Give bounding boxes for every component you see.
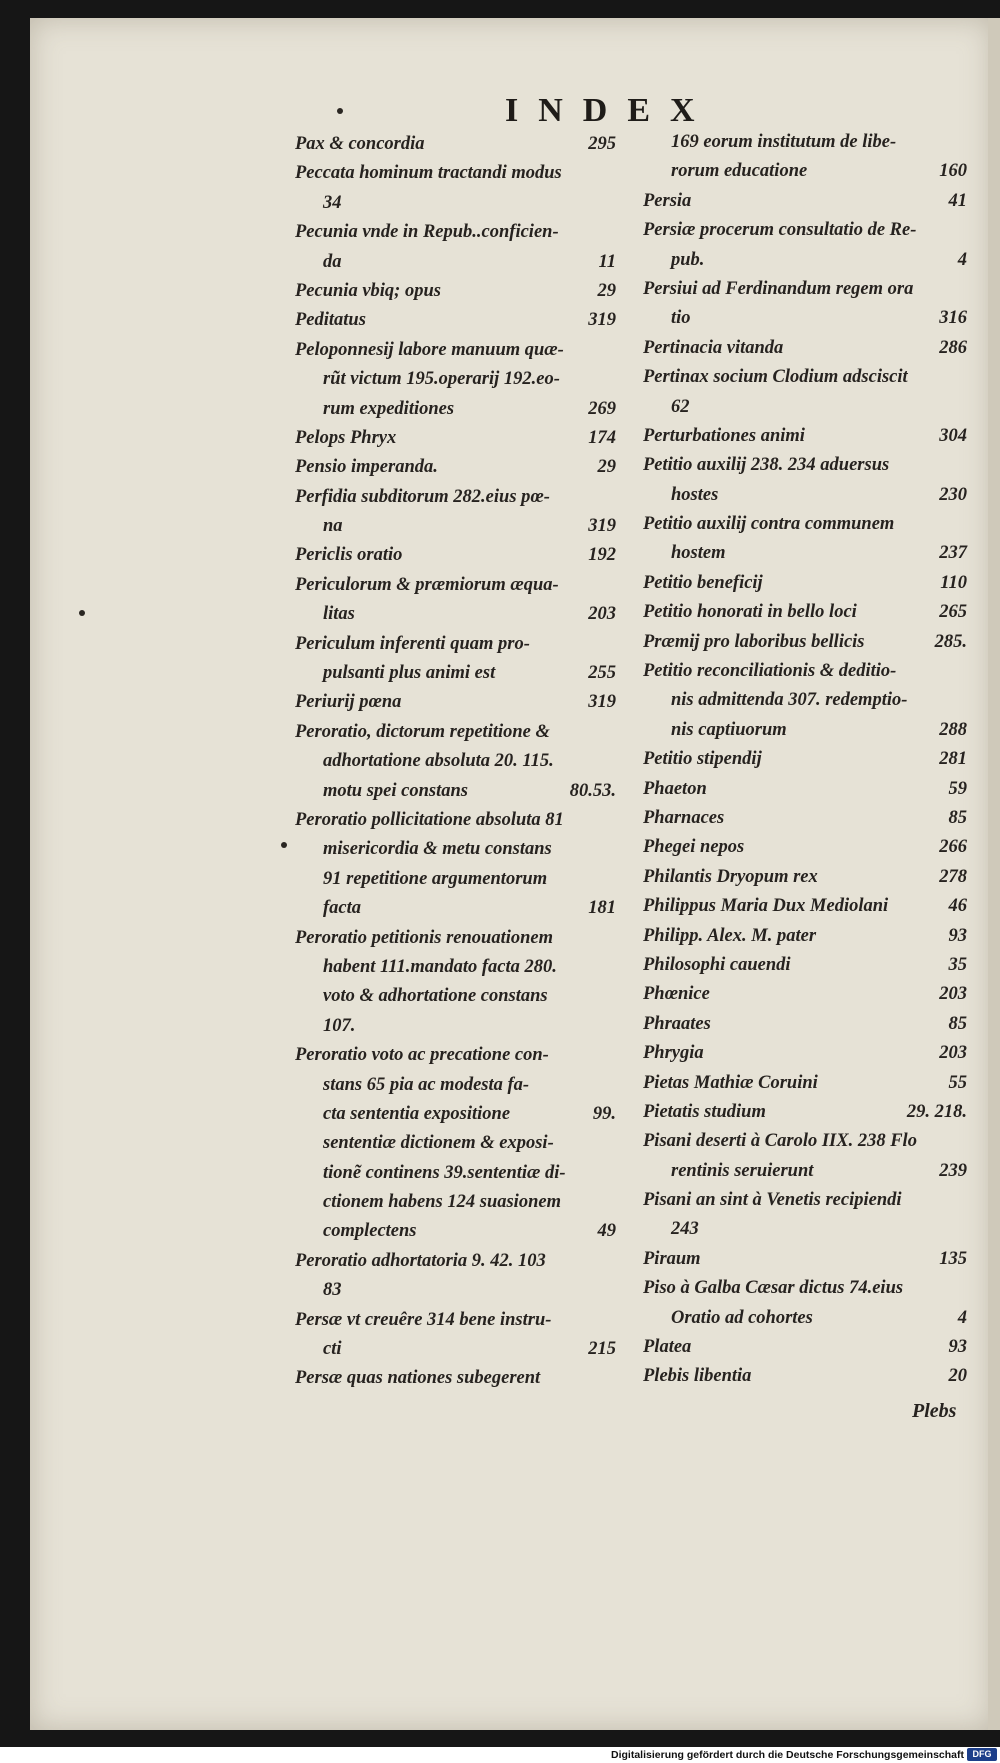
index-entry [295, 306, 620, 335]
entry-page-number: 285. [934, 631, 967, 652]
entry-text: Pharnaces [643, 807, 725, 828]
index-entry [643, 451, 971, 480]
entry-page-number: 203 [588, 604, 616, 625]
index-entry [643, 363, 971, 392]
index-entry [295, 1100, 620, 1129]
entry-text: Pertinax socium Clodium adsciscit [643, 367, 908, 388]
index-entry [643, 128, 971, 157]
index-entry [295, 659, 620, 688]
entry-page-number: 85 [948, 807, 967, 828]
entry-text: na [323, 516, 343, 537]
entry-text: da [323, 251, 342, 272]
entry-page-number: 174 [588, 427, 616, 448]
entry-page-number: 237 [939, 543, 967, 564]
entry-text: Petitio auxilij 238. 234 aduersus [643, 455, 890, 476]
entry-page-number: 203 [939, 1043, 967, 1064]
entry-text: Persæ quas nationes subegerent [295, 1368, 541, 1389]
entry-text: 107. [323, 1015, 356, 1036]
entry-text: Pietas Mathiæ Coruini [643, 1072, 818, 1093]
entry-text: adhortatione absoluta 20. 115. [323, 751, 554, 772]
index-entry [643, 275, 971, 304]
index-entry [295, 1012, 620, 1041]
dfg-logo-icon[interactable]: DFG [967, 1748, 997, 1761]
entry-text: complectens [323, 1221, 417, 1242]
entry-page-number: 55 [948, 1072, 967, 1093]
index-entry [643, 1157, 971, 1186]
index-entry [295, 688, 620, 717]
entry-text: Pensio imperanda. [295, 457, 438, 478]
entry-text: Periclis oratio [295, 545, 403, 566]
entry-page-number: 29. 218. [906, 1101, 967, 1122]
entry-text: Peroratio pollicitatione absoluta 81 [295, 809, 564, 830]
entry-page-number: 4 [957, 249, 967, 270]
entry-text: stans 65 pia ac modesta fa- [323, 1074, 530, 1095]
index-entry [295, 1217, 620, 1246]
entry-page-number: 278 [939, 866, 967, 887]
entry-text: rentinis seruierunt [671, 1160, 814, 1181]
entry-text: tionẽ continens 39.sententiæ di- [323, 1162, 566, 1183]
index-entry [643, 334, 971, 363]
entry-text: Periculorum & præmiorum æqua- [295, 574, 559, 595]
entry-text: Philosophi cauendi [643, 954, 791, 975]
index-entry [295, 865, 620, 894]
page-header: INDEX [505, 92, 715, 129]
entry-page-number: 46 [948, 896, 967, 917]
entry-page-number: 85 [948, 1013, 967, 1034]
entry-page-number: 269 [588, 398, 616, 419]
entry-page-number: 41 [948, 190, 967, 211]
entry-text: Petitio auxilij contra communem [643, 514, 895, 535]
index-entry [643, 804, 971, 833]
index-entry [643, 1215, 971, 1244]
index-entry [295, 835, 620, 864]
entry-page-number: 181 [588, 898, 616, 919]
entry-page-number: 203 [939, 984, 967, 1005]
index-entry [643, 1362, 971, 1391]
entry-text: Platea [643, 1337, 692, 1358]
entry-text: Pertinacia vitanda [643, 337, 784, 358]
entry-text: Petitio beneficij [643, 572, 763, 593]
entry-page-number: 265 [939, 602, 967, 623]
index-entry [295, 1188, 620, 1217]
entry-text: Piraum [643, 1248, 701, 1269]
entry-text: Pecunia vnde in Repub..conficien- [295, 222, 559, 243]
entry-text: rum expeditiones [323, 398, 455, 419]
index-entry [643, 1010, 971, 1039]
entry-text: Perfidia subditorum 282.eius pœ- [295, 486, 550, 507]
index-entry [295, 982, 620, 1011]
index-entry [643, 216, 971, 245]
index-entry [643, 1098, 971, 1127]
index-entry [295, 189, 620, 218]
entry-text: 83 [323, 1280, 342, 1301]
entry-text: Plebis libentia [643, 1366, 752, 1387]
index-entry [643, 1333, 971, 1362]
index-entry [295, 747, 620, 776]
index-entry [643, 481, 971, 510]
index-entry [295, 365, 620, 394]
entry-page-number: 304 [939, 425, 967, 446]
index-entry [295, 953, 620, 982]
entry-text: Periculum inferenti quam pro- [295, 633, 530, 654]
entry-text: Præmij pro laboribus bellicis [643, 631, 865, 652]
index-entry [643, 1127, 971, 1156]
index-entry [295, 1306, 620, 1335]
entry-text: rorum educatione [671, 161, 808, 182]
entry-text: Persia [643, 190, 692, 211]
entry-text: misericordia & metu constans [323, 839, 552, 860]
entry-page-number: 4 [957, 1307, 967, 1328]
entry-text: Pax & concordia [295, 134, 425, 154]
entry-text: ctionem habens 124 suasionem [323, 1192, 561, 1213]
entry-text: hostem [671, 543, 726, 564]
entry-page-number: 93 [948, 1337, 967, 1358]
index-entry [643, 304, 971, 333]
entry-page-number: 281 [939, 749, 967, 770]
entry-text: Phrygia [643, 1043, 704, 1064]
entry-page-number: 288 [939, 719, 967, 740]
entry-page-number: 160 [939, 161, 967, 182]
entry-text: cta sententia expositione [323, 1103, 511, 1124]
index-entry [295, 1159, 620, 1188]
entry-text: litas [323, 604, 355, 625]
entry-text: Philippus Maria Dux Mediolani [643, 896, 889, 917]
index-entry [643, 1039, 971, 1068]
index-entry [643, 393, 971, 422]
index-entry [643, 628, 971, 657]
index-entry [295, 1364, 620, 1393]
index-entry [295, 1335, 620, 1364]
ink-speck [337, 108, 343, 114]
index-entry [643, 833, 971, 862]
entry-page-number: 319 [588, 692, 616, 713]
index-entry [643, 1274, 971, 1303]
catchword: Plebs [912, 1400, 957, 1422]
entry-text: Persiæ procerum consultatio de Re- [643, 220, 917, 241]
index-entry [643, 951, 971, 980]
funding-notice[interactable]: Digitalisierung gefördert durch die Deutsche Forschungsgemeinschaft [611, 1749, 964, 1761]
entry-text: Petitio reconciliationis & deditio- [643, 661, 897, 682]
entry-text: Persæ vt creuêre 314 bene instru- [295, 1309, 552, 1330]
entry-text: hostes [671, 484, 719, 505]
entry-text: Periurij pœna [295, 692, 402, 713]
entry-text: 91 repetitione argumentorum [323, 868, 548, 889]
entry-text: Phraates [643, 1013, 711, 1034]
entry-page-number: 295 [588, 134, 616, 154]
index-entry [295, 924, 620, 953]
index-entry [643, 745, 971, 774]
entry-page-number: 93 [948, 925, 967, 946]
entry-text: motu spei constans [323, 780, 468, 801]
index-entry [295, 453, 620, 482]
entry-text: sententiæ dictionem & exposi- [323, 1133, 554, 1154]
entry-page-number: 29 [597, 280, 616, 301]
entry-text: habent 111.mandato facta 280. [323, 956, 557, 977]
entry-text: Oratio ad cohortes [671, 1307, 813, 1328]
entry-text: nis captiuorum [671, 719, 787, 740]
index-entry [295, 1129, 620, 1158]
page-edge [988, 18, 1000, 1730]
index-entry [643, 980, 971, 1009]
index-entry [643, 657, 971, 686]
entry-page-number: 11 [598, 251, 616, 272]
entry-page-number: 192 [588, 545, 616, 566]
entry-page-number: 215 [588, 1339, 616, 1360]
entry-text: cti [323, 1339, 342, 1360]
entry-page-number: 99. [592, 1103, 616, 1124]
footer-bar [0, 1747, 1000, 1763]
entry-text: tio [671, 308, 691, 329]
index-entry [295, 424, 620, 453]
index-column-left [295, 130, 620, 1394]
index-entry [295, 336, 620, 365]
index-entry [643, 1245, 971, 1274]
entry-page-number: 319 [588, 516, 616, 537]
entry-page-number: 266 [939, 837, 967, 858]
entry-text: 62 [671, 396, 690, 417]
index-entry [295, 1247, 620, 1276]
index-entry [295, 806, 620, 835]
entry-page-number: 20 [948, 1366, 967, 1387]
index-entry [643, 686, 971, 715]
entry-text: voto & adhortatione constans [323, 986, 548, 1007]
entry-text: Pisani deserti à Carolo IIX. 238 Flo [643, 1131, 917, 1152]
index-entry [643, 569, 971, 598]
index-entry [643, 187, 971, 216]
entry-text: Petitio stipendij [643, 749, 762, 770]
index-entry [643, 775, 971, 804]
entry-text: Pietatis studium [643, 1101, 766, 1122]
entry-text: Peroratio voto ac precatione con- [295, 1045, 549, 1066]
index-entry [295, 1276, 620, 1305]
index-entry [643, 246, 971, 275]
index-entry [295, 395, 620, 424]
index-entry [295, 159, 620, 188]
entry-text: Peccata hominum tractandi modus [295, 163, 562, 184]
index-entry [643, 863, 971, 892]
index-entry [295, 1041, 620, 1070]
index-entry [643, 510, 971, 539]
index-entry [295, 130, 620, 159]
entry-page-number: 35 [948, 954, 967, 975]
index-entry [643, 157, 971, 186]
entry-text: pulsanti plus animi est [323, 663, 496, 684]
index-entry [295, 483, 620, 512]
entry-text: Philantis Dryopum rex [643, 866, 818, 887]
entry-page-number: 319 [588, 310, 616, 331]
index-entry [295, 630, 620, 659]
entry-text: 243 [671, 1219, 699, 1240]
entry-page-number: 239 [939, 1160, 967, 1181]
entry-page-number: 286 [939, 337, 967, 358]
entry-page-number: 49 [597, 1221, 616, 1242]
entry-page-number: 135 [939, 1248, 967, 1269]
entry-text: Perturbationes animi [643, 425, 805, 446]
index-entry [295, 512, 620, 541]
entry-text: Peloponnesij labore manuum quæ- [295, 339, 564, 360]
entry-text: Peroratio, dictorum repetitione & [295, 721, 550, 742]
index-entry [643, 1186, 971, 1215]
index-entry [643, 716, 971, 745]
entry-page-number: 230 [939, 484, 967, 505]
ink-speck [79, 610, 85, 616]
index-entry [643, 892, 971, 921]
entry-text: pub. [671, 249, 705, 270]
index-entry [643, 922, 971, 951]
index-entry [295, 541, 620, 570]
index-entry [295, 248, 620, 277]
entry-text: Phœnice [643, 984, 710, 1005]
index-entry [643, 1069, 971, 1098]
index-entry [643, 598, 971, 627]
index-entry [643, 1304, 971, 1333]
entry-text: nis admittenda 307. redemptio- [671, 690, 908, 711]
index-entry [295, 718, 620, 747]
entry-page-number: 59 [948, 778, 967, 799]
index-entry [295, 894, 620, 923]
entry-page-number: 316 [939, 308, 967, 329]
entry-page-number: 110 [940, 572, 967, 593]
index-entry [295, 277, 620, 306]
index-entry [643, 539, 971, 568]
index-entry [295, 218, 620, 247]
entry-text: Petitio honorati in bello loci [643, 602, 857, 623]
index-column-right [643, 128, 971, 1392]
entry-page-number: 255 [588, 663, 616, 684]
index-entry [295, 571, 620, 600]
entry-text: 34 [323, 192, 342, 213]
index-entry [295, 600, 620, 629]
entry-text: 169 eorum institutum de libe- [671, 132, 897, 152]
entry-text: Persiui ad Ferdinandum regem ora [643, 278, 914, 299]
entry-page-number: 29 [597, 457, 616, 478]
entry-text: Pisani an sint à Venetis recipiendi [643, 1190, 902, 1211]
entry-text: rũt victum 195.operarij 192.eo- [323, 369, 560, 390]
entry-text: Piso à Galba Cæsar dictus 74.eius [643, 1278, 904, 1299]
entry-text: Pecunia vbiq; opus [295, 280, 441, 301]
entry-text: Phegei nepos [643, 837, 745, 858]
entry-text: Peroratio petitionis renouationem [295, 927, 553, 948]
entry-text: Peditatus [295, 310, 366, 331]
entry-page-number: 80.53. [569, 780, 616, 801]
entry-text: Philipp. Alex. M. pater [643, 925, 817, 946]
entry-text: Phaeton [643, 778, 707, 799]
index-entry [643, 422, 971, 451]
ink-speck [281, 842, 287, 848]
index-entry [295, 1071, 620, 1100]
entry-text: facta [323, 898, 362, 919]
entry-text: Peroratio adhortatoria 9. 42. 103 [295, 1250, 546, 1271]
entry-text: Pelops Phryx [295, 427, 397, 448]
index-entry [295, 777, 620, 806]
